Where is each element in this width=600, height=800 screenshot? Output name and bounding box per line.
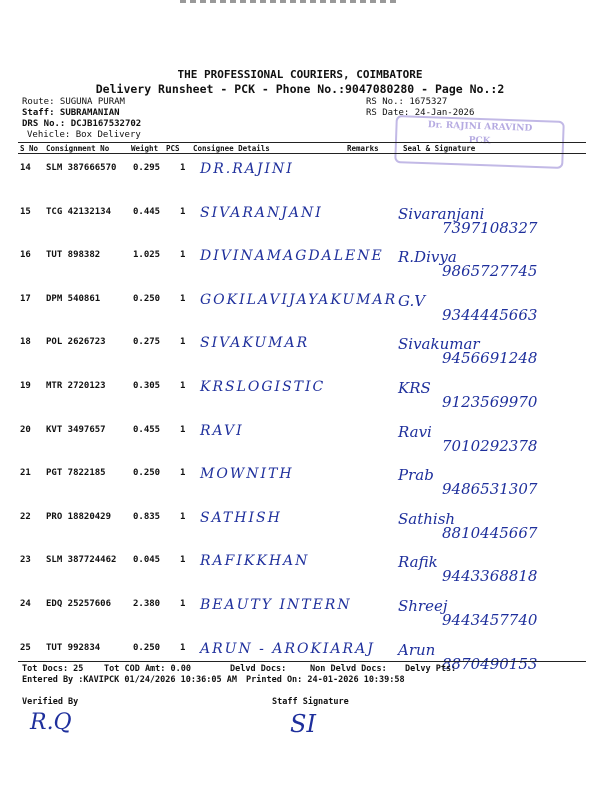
row-signature-name: Ravi (398, 422, 432, 441)
row-weight: 0.275 (133, 337, 161, 348)
row-phone: 9443368818 (442, 567, 538, 586)
row-signature-name: G.V (398, 291, 426, 310)
row-consignment: TUT 992834 (46, 642, 101, 653)
row-signature-name: Rafik (398, 553, 438, 572)
row-phone: 7397108327 (442, 218, 538, 237)
header-rule-top (18, 142, 586, 143)
row-signature (396, 421, 586, 457)
row-signature-name: Shreej (398, 597, 448, 615)
row-pcs: 1 (180, 511, 186, 522)
row-consignee: MOWNITH (200, 466, 294, 483)
printed-on: Printed On: 24-01-2026 10:39:58 (246, 675, 405, 685)
verified-by-label: Verified By (22, 697, 79, 707)
col-weight: Weight (131, 144, 159, 153)
row-sno: 25 (20, 642, 31, 653)
row-signature (396, 508, 586, 544)
row-consignment: MTR 2720123 (46, 381, 106, 391)
row-sno: 19 (20, 381, 31, 391)
row-sno: 16 (20, 250, 31, 261)
row-consignee: GOKILAVIJAYAKUMAR (200, 291, 398, 308)
row-consignee: BEAUTY INTERN (200, 597, 352, 613)
row-weight: 0.045 (133, 555, 161, 566)
table-row (0, 547, 600, 590)
row-consignment: SLM 387666570 (46, 163, 117, 173)
row-pcs: 1 (180, 381, 186, 391)
row-sno: 22 (20, 511, 31, 522)
row-signature (396, 333, 586, 369)
total-docs: Tot Docs: 25 (22, 664, 84, 674)
row-signature (396, 551, 586, 587)
row-consignee: DIVINAMAGDALENE (200, 248, 384, 265)
row-consignee: KRSLOGISTIC (200, 379, 326, 395)
row-phone: 9123569970 (442, 393, 538, 411)
row-consignment: EDQ 25257606 (46, 599, 112, 609)
row-signature-name: R.Divya (398, 248, 457, 267)
row-sno: 20 (20, 424, 31, 435)
footer-rule (18, 661, 586, 662)
row-weight: 1.025 (133, 250, 161, 261)
table-row (0, 329, 600, 372)
table-row (0, 635, 600, 678)
row-phone: 9456691248 (442, 349, 538, 368)
staff-label: Staff: SUBRAMANIAN (22, 108, 120, 118)
row-signature-name: Arun (398, 640, 436, 659)
row-consignee: DR.RAJINI (200, 161, 294, 177)
row-signature-name: Prab (398, 466, 434, 485)
row-sno: 15 (20, 206, 31, 217)
row-sno: 14 (20, 163, 31, 173)
scan-artifact (180, 0, 400, 3)
row-signature-name: Sathish (398, 509, 456, 528)
row-weight: 0.455 (133, 424, 161, 435)
row-signature (396, 159, 586, 195)
table-row (0, 460, 600, 503)
table-row (0, 242, 600, 285)
row-consignment: POL 2626723 (46, 337, 106, 348)
rs-number: RS No.: 1675327 (366, 97, 448, 107)
row-consignee: SIVAKUMAR (200, 335, 310, 352)
table-row (0, 504, 600, 547)
row-consignee: RAVI (200, 422, 244, 439)
row-pcs: 1 (180, 555, 186, 566)
col-sno: S No (20, 144, 39, 153)
row-consignment: DPM 540861 (46, 293, 101, 304)
delivery-points: Delvy Pts: (405, 664, 457, 674)
row-signature-name: Sivaranjani (398, 204, 485, 223)
row-pcs: 1 (180, 293, 186, 304)
company-title: THE PROFESSIONAL COURIERS, COIMBATORE (177, 68, 423, 81)
row-weight: 2.380 (133, 599, 161, 609)
delivered-docs: Delvd Docs: (230, 664, 287, 674)
table-row (0, 199, 600, 242)
col-pcs: PCS (166, 144, 180, 153)
entered-by: Entered By :KAVIPCK 01/24/2026 10:36:05 AM (22, 675, 237, 685)
row-weight: 0.250 (133, 293, 161, 304)
row-weight: 0.250 (133, 468, 161, 479)
row-consignment: TUT 898382 (46, 250, 101, 261)
row-signature-name: KRS (398, 379, 431, 397)
table-row (0, 591, 600, 634)
row-phone: 9486531307 (442, 480, 538, 499)
row-signature (396, 246, 586, 282)
row-signature (396, 464, 586, 500)
col-remarks: Remarks (347, 144, 379, 153)
col-consignee: Consignee Details (193, 144, 270, 153)
row-weight: 0.295 (133, 163, 161, 173)
row-phone: 8870490153 (442, 654, 538, 673)
table-row (0, 286, 600, 329)
runsheet-title: Delivery Runsheet - PCK - Phone No.:9047080280 - Page No.:2 (95, 82, 505, 96)
staff-signature-label: Staff Signature (272, 697, 349, 707)
row-weight: 0.445 (133, 206, 161, 217)
row-consignee: RAFIKKHAN (200, 553, 310, 570)
col-consignment: Consignment No (46, 144, 110, 153)
row-signature (396, 203, 586, 239)
row-phone: 8810445667 (442, 523, 538, 542)
row-pcs: 1 (180, 642, 186, 653)
staff-signature: SI (290, 710, 316, 738)
vehicle-label: Vehicle: Box Delivery (27, 130, 141, 140)
total-cod: Tot COD Amt: 0.00 (104, 664, 191, 674)
row-pcs: 1 (180, 250, 186, 261)
row-signature (396, 377, 586, 413)
row-consignee: ARUN - AROKIARAJ (200, 640, 375, 657)
drs-number: DRS No.: DCJB167532702 (22, 119, 142, 129)
table-row (0, 373, 600, 416)
row-phone: 9443457740 (442, 611, 538, 629)
row-phone: 9344445663 (442, 305, 538, 324)
row-signature (396, 595, 586, 631)
row-consignment: TCG 42132134 (46, 206, 112, 217)
row-consignment: PRO 18820429 (46, 511, 112, 522)
row-consignee: SATHISH (200, 509, 282, 526)
row-weight: 0.250 (133, 642, 161, 653)
route-label: Route: SUGUNA PURAM (22, 97, 125, 107)
row-pcs: 1 (180, 206, 186, 217)
row-pcs: 1 (180, 599, 186, 609)
row-weight: 0.835 (133, 511, 161, 522)
doctor-stamp: Dr. RAJINI ARAVIND PCK (394, 115, 565, 169)
row-consignment: PGT 7822185 (46, 468, 106, 479)
header-rule-bottom (18, 153, 586, 154)
verified-signature: R.Q (30, 710, 72, 735)
row-sno: 18 (20, 337, 31, 348)
row-consignment: SLM 387724462 (46, 555, 117, 566)
row-sno: 17 (20, 293, 31, 304)
row-phone: 7010292378 (442, 436, 538, 455)
row-consignment: KVT 3497657 (46, 424, 106, 435)
row-sno: 21 (20, 468, 31, 479)
row-pcs: 1 (180, 337, 186, 348)
row-signature-name: Sivakumar (398, 335, 480, 354)
rs-date: RS Date: 24-Jan-2026 (366, 108, 475, 118)
row-sno: 23 (20, 555, 31, 566)
row-pcs: 1 (180, 163, 186, 173)
row-sno: 24 (20, 599, 31, 609)
row-consignee: SIVARANJANI (200, 204, 323, 221)
row-signature (396, 290, 586, 326)
row-weight: 0.305 (133, 381, 161, 391)
col-seal: Seal & Signature (403, 144, 476, 153)
table-row (0, 155, 600, 198)
row-phone: 9865727745 (442, 262, 538, 281)
row-pcs: 1 (180, 424, 186, 435)
row-pcs: 1 (180, 468, 186, 479)
table-row (0, 417, 600, 460)
non-delivered-docs: Non Delvd Docs: (310, 664, 387, 674)
